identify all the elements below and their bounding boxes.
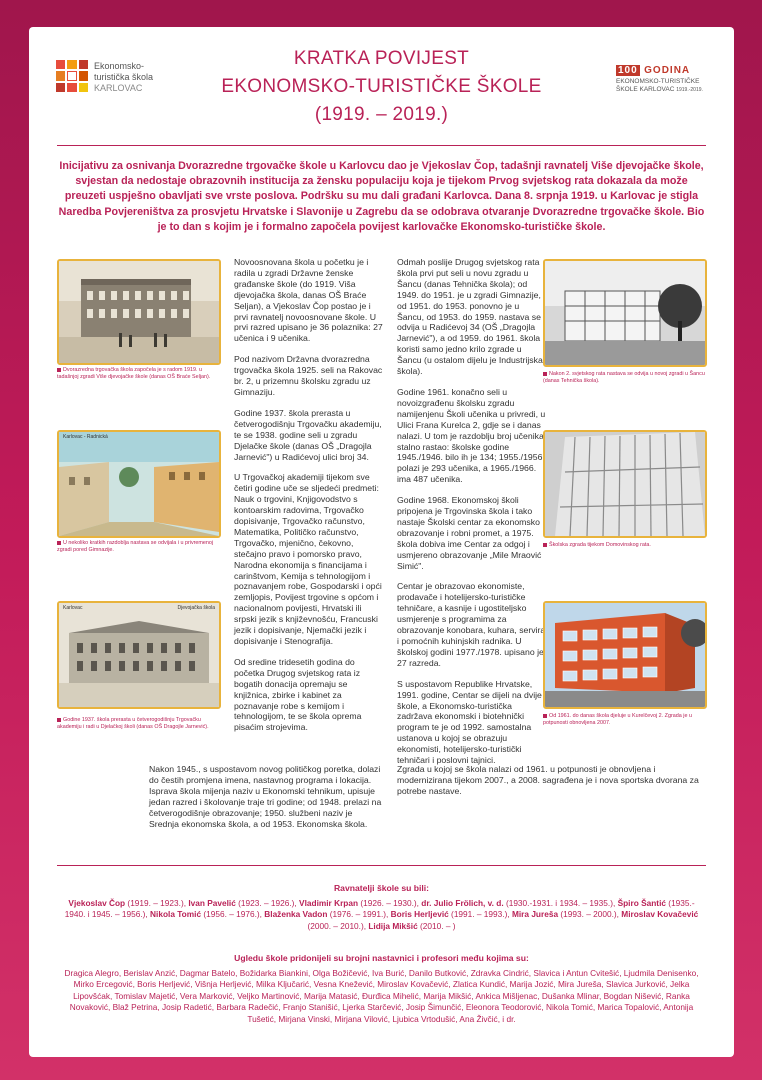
principal-period: (1926. – 1930.), (358, 897, 422, 908)
divider-top (57, 145, 706, 146)
anniversary-line-2: ŠKOLE KARLOVAC (616, 86, 675, 93)
col1-paragraph-2: Pod nazivom Državna dvorazredna trgovačka škola 1925. seli na Rakovac br. 2, u prizemnu školsku zgradu uz Gimnaziju. (234, 354, 383, 397)
principals-section (57, 883, 706, 932)
logo-squares-icon (56, 60, 88, 92)
principal-period: (1993. – 2000.), (558, 909, 622, 919)
photo-2-label: Karlovac - Radnická (63, 434, 108, 440)
col2-paragraph-3: Godine 1968. Ekonomskoj školi pripojena je Trgovinska škola i tako nastaje Školski centar za ekonomsko obrazovanje i robni promet, a 1975. škola dobiva ime Centar za odgoj i usmjereno obrazovanje „Mile Mraović Simić". (397, 495, 542, 571)
principal-name: Špiro Šantić (617, 897, 666, 908)
principals-heading: Ravnatelji škole su bili: (333, 883, 430, 893)
anniversary-number: 100 (618, 65, 638, 76)
teachers-list: Dragica Alegro, Berislav Anzić, Dagmar Batelo, Božidarka Biankini, Olga Božičević, Iva Burić, Danilo Butković, Zdravka Cindrić, Slavica i Antun Cvitešić, Ljudmila Denisenko, Mirko Ercegović, Boris Herljević, Višnja Herljević, Milka Ključarić, Vesna Knežević, Miroslav Kovačević, Zlatica Kundić, Marija Jozić, Mira Jureša, Slavica Jurković, Jelka Lipovšćak, Tomislav Majetić, Vera Marković, Veljko Martinović, Marija Matasić, Đurđica Mihelić, Marija Mikšić, Ankica Mišljenac, Dušanka Mlinar, Bogdan Nišević, Ranka Novaković, Blaž Petrina, Josip Radetić, Barbara Radečić, Franjo Stanišić, Ljerka Starčević, Josip Šimunčić, Eleonora Teodorović, Nikola Tomić, Marica Topalović, Antonija Tušetić, Mirjana Vinski, Mirjana Vilović, Ljubica Vrtodušić, Ana Živčić, i dr. (64, 967, 699, 1024)
caption-photo-4: Nakon 2. svjetskog rata nastava se odvija u novoj zgradi u Šancu (danas Tehnička škola). (543, 371, 705, 384)
col2-paragraph-5: S uspostavom Republike Hrvatske, 1991. godine, Centar se dijeli na dvije škole, a Ekonomsko-turistička zadržava ekonomski i biotehnički program te je od 1992. samostalna ustanova u kojoj se obrazuju ekonomisti, hotelijersko-turistički tehničari i poslovni tajnici. (397, 678, 542, 766)
principal-name: Boris Herljević (390, 909, 449, 919)
teachers-section (57, 953, 706, 1025)
col2-tail-paragraph: Zgrada u kojoj se škola nalazi od 1961. u potpunosti je obnovljena i modernizirana tijekom 2007., a 2008. sagrađena je i nova sportska dvorana za potrebe nastave. (397, 764, 699, 796)
principal-period: (2000. – 2010.), (307, 920, 369, 931)
photo-modern-school (543, 601, 707, 709)
principal-name: dr. Julio Frölich, v. d. (421, 897, 504, 908)
divider-bottom (57, 865, 706, 866)
poster-card (29, 27, 734, 1057)
logo-line-3: KARLOVAC (94, 83, 143, 93)
principal-name: Vjekoslav Čop (68, 897, 126, 908)
title-line-1: KRATKA POVIJEST (293, 48, 470, 69)
anniversary-logo (616, 60, 706, 100)
col1-paragraph-1: Novoosnovana škola u početku je i radila u zgradi Državne ženske građanske škole (do 1919. Viša djevojačka škola, danas OŠ Braće Seljan), a Vjekoslav Čop postao je i prvi ravnatelj novoosnovane škole. U prvi razred upisano je 36 polaznika: 27 učenica i 9 učenika. (234, 257, 383, 344)
principal-period: (1976. – 1991.), (327, 909, 391, 919)
principal-period: (1956. – 1976.), (201, 909, 265, 919)
principal-period: (1919. – 1923.), (125, 897, 189, 908)
anniversary-line-1: EKONOMSKO-TURISTIČKE (616, 78, 700, 85)
page-title (179, 45, 584, 129)
photo-djelacka-school (57, 601, 221, 709)
col2-paragraph-2: Godine 1961. konačno seli u novoizgrađenu školsku zgradu namijenjenu Školi učenika u privredi, u Ulici Frana Kurelca 2, gdje se i danas nalazi. U tom je razdoblju broj učenika stalno rastao: školske godine 1945./1946. bilo ih je 134; 1955./1956. polazi je 293 učenika, a 1965./1966. ima 487 učenika. (397, 386, 546, 485)
caption-photo-3: Godine 1937. škola prerasta u četverogodišnju Trgovačku akademiju i radi u Djelačkoj školi (danas OŠ Dragojle Jarnević). (57, 717, 209, 730)
caption-photo-1: Dvorazredna trgovačka škola započela je s radom 1919. u tadašnjoj zgradi Više djevojačke škole (danas OŠ Braće Seljan). (57, 367, 211, 380)
col1-paragraph-4: U Trgovačkoj akademiji tijekom sve četiri godine uče se sljedeći predmeti: Nauk o trgovini, Knjigovodstvo s kontoarskim radovima, Trgovačko dopisivanje, Trgovačko računstvo, Matematika, Političko računstvo, Trgovačko, mjenično, čekovno, stečajno pravo i pomorsko pravo, Narodna ekonomija s financijama i carinštvom, Kemija s tehnologijom i poznavanjem robe, Gospodarski i opći zemljopis, Povijest trgovine s općom i nacionalnom povijesti, Hrvatski ili srpski jezik s književnošću, Francuski jezik i dopisivanje, Njemački jezik i dopisivanje i Stenografija. (234, 472, 382, 646)
col2-paragraph-1: Odmah poslije Drugog svjetskog rata škola prvi put seli u novu zgradu u Šancu (danas Tehnička škola); od 1949. do 1951. je u zgradi Gimnazije, od 1951. do 1953. ponovno je u Šancu, od 1953. do 1959. nastava se odvija u Radićevoj 34 (OŠ „Dragojla Jarnević"), a od 1959. do 1961. škola koristi samo jedno krilo zgrade u Šancu (u ostalom dijelu je Industrijska škola). (397, 257, 543, 377)
principal-period: (1923. – 1926.), (235, 897, 300, 908)
principal-name: Vladimir Krpan (299, 897, 359, 908)
photo-old-girls-school (57, 259, 221, 365)
intro-paragraph: Inicijativu za osnivanja Dvorazredne trgovačke škole u Karlovcu dao je Vjekoslav Čop, tadašnji ravnatelj Više djevojačke škole, svjestan da nedostaje obrazovnih institucija za žensku populaciju koja je tijekom Prvog svjetskog rata dokazala da može preuzeti uspješno obavljati sve vrste poslova. Podršku su mu dali građani Karlovca. Dana 8. srpnja 1919. u Karlovac je stigla Naredba Povjereništva za prosvjetu Hrvatske i Slavonije u Zagrebu da se odobrava otvaranje Dvorazredne trgovačke škole. Bio je to dan s kojim je i formalno započela povijest karlovačke Ekonomsko-turističke škole. (58, 160, 705, 233)
caption-photo-5: Školska zgrada tijekom Domovinskog rata. (543, 542, 708, 549)
principal-period: (2010. – ) (417, 920, 456, 931)
title-line-3: (1919. – 2019.) (314, 104, 449, 125)
col2-paragraph-4: Centar je obrazovao ekonomiste, prodavače i hotelijersko-turističke tehničare, a kasnije i ugostiteljsko usmjerenje s programima za obrazovanje konobara, kuhara, servira i pomoćnih kuhinjskih radnika. U školskoj godini 1977./1978. upisano je 27 razreda. (397, 581, 546, 668)
text-column-2 (397, 257, 547, 776)
title-line-2: EKONOMSKO-TURISTIČKE ŠKOLE (221, 76, 542, 97)
photo-3-label-left: Karlovac (63, 605, 83, 611)
anniversary-years: 1919.-2019. (676, 87, 703, 93)
principal-name: Miroslav Kovačević (621, 909, 699, 919)
principal-period: (1991. – 1993.), (448, 909, 512, 919)
principal-name: Nikola Tomić (150, 909, 202, 919)
photo-3-label-right: Djevojačka škola (177, 605, 215, 611)
photo-war-boarded (543, 430, 707, 538)
caption-photo-6: Od 1961. do danas škola djeluje u Kurelčevoj 2. Zgrada je u potpunosti obnovljena 2007. (543, 713, 692, 726)
text-column-1 (234, 257, 384, 743)
principal-name: Mira Jureša (511, 909, 559, 919)
photo-street-gymnasium (57, 430, 221, 538)
teachers-heading: Ugledu škole pridonijeli su brojni nastavnici i profesori među kojima su: (234, 953, 529, 963)
col1-tail-paragraph: Nakon 1945., s uspostavom novog političkog poretka, dolazi do čestih promjena imena, nastavnog programa i lokacija. Isprava škola mijenja naziv u Ekonomski tehnikum, upisuje jedan razred i školovanje traje tri godine; od 1948. prelazi na četverogodišnje obrazovanje; 1950. službeni naziv je Srednja ekonomska škola, a od 1953. Ekonomska škola. (149, 764, 382, 829)
principal-name: Lidija Mikšić (368, 920, 418, 931)
principal-name: Blaženka Vadon (264, 909, 328, 919)
principals-list (57, 898, 706, 933)
anniversary-word: GODINA (644, 65, 691, 76)
logo-line-2: turistička škola (94, 72, 154, 82)
principal-period: (1930.-1931. i 1934. – 1935.), (503, 897, 618, 908)
caption-photo-2: U nekoliko kratkih razdoblja nastava se odvijala i u privremenoj zgradi pored Gimnazije. (57, 540, 214, 553)
principal-period: (1935.- 1940. i 1945. – 1956.), (64, 897, 695, 919)
col1-paragraph-3: Godine 1937. škola prerasta u četverogodišnju Trgovačku akademiju, te se 1938. godine seli u zgradu Djelačke škole (danas OŠ „Dragojla Jarnević") u Radićevoj ulici broj 34. (234, 407, 382, 462)
col1-paragraph-5: Od sredine tridesetih godina do početka Drugog svjetskog rata iz bogatih donacija opremaju se knjižnica, zbirke i kabinet za poznavanje robe s kemijom i tehnologijom, te se škola oprema pisaćim strojevima. (234, 656, 362, 733)
principal-name: Ivan Pavelić (188, 897, 236, 908)
photo-sanac-building (543, 259, 707, 367)
logo-line-1: Ekonomsko- (94, 61, 145, 71)
school-logo (56, 60, 171, 100)
